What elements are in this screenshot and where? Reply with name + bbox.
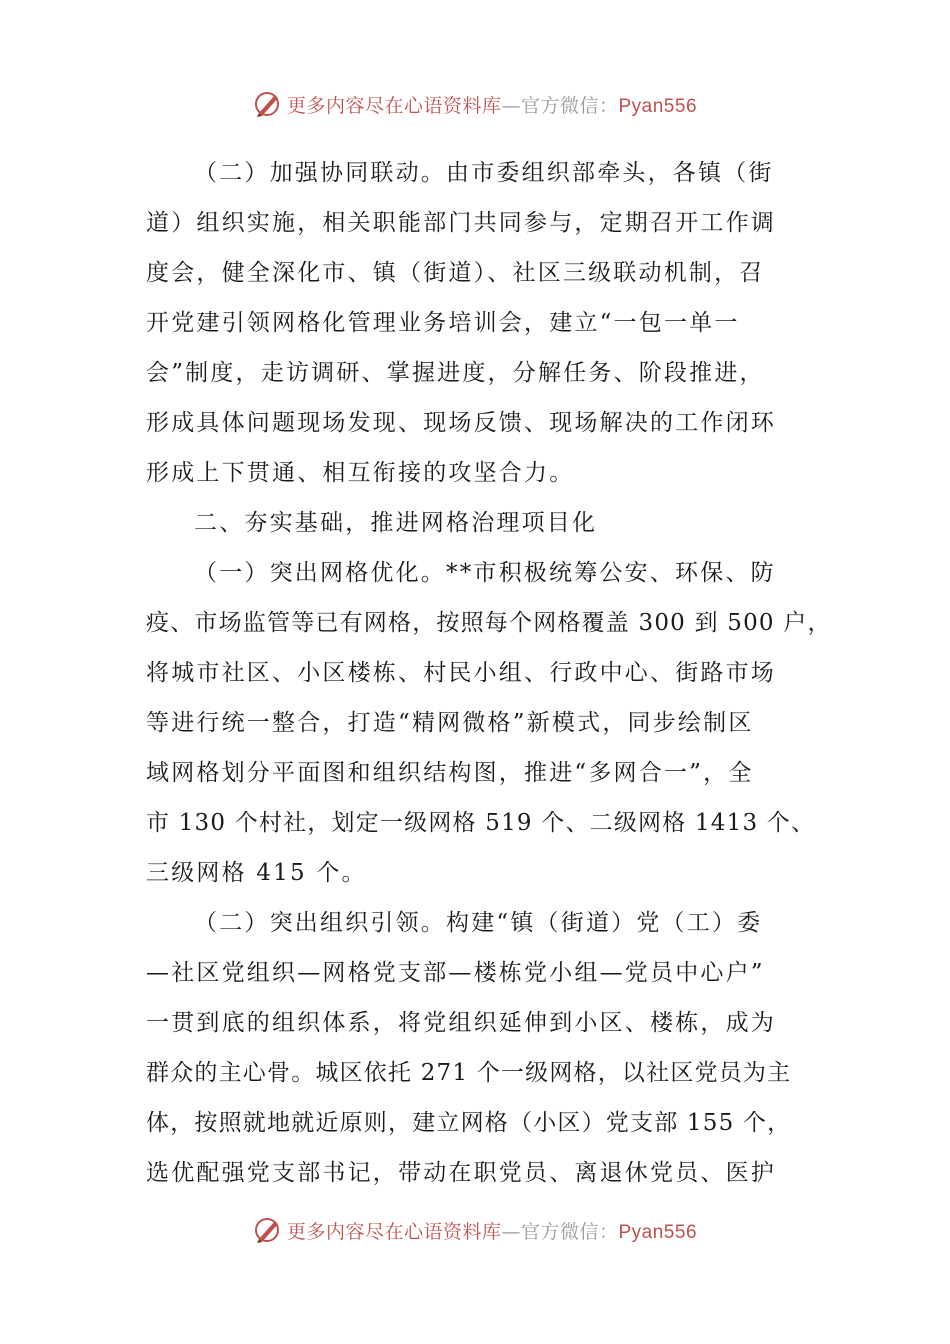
- watermark-wechat-label: 官方微信：: [520, 94, 619, 117]
- paragraph-line: （二）突出组织引领。构建“镇（街道）党（工）委: [194, 910, 763, 936]
- watermark-site: 更多内容尽在心语资料库: [286, 1220, 502, 1243]
- section-heading: 二、夯实基础，推进网格治理项目化: [194, 510, 598, 536]
- paragraph-line: 市 130 个村社，划定一级网格 519 个、二级网格 1413 个、: [146, 810, 816, 836]
- paragraph-line: —社区党组织—网格党支部—楼栋党小组—党员中心户”: [146, 960, 765, 986]
- paragraph-line: 形成具体问题现场发现、现场反馈、现场解决的工作闭环: [146, 410, 776, 436]
- paragraph-line: 三级网格 415 个。: [146, 860, 367, 886]
- watermark-wechat-id: Pyan556: [618, 95, 698, 117]
- watermark-footer: [0, 1208, 950, 1252]
- watermark-dash: —: [501, 94, 521, 117]
- paragraph-line: （二）加强协同联动。由市委组织部牵头，各镇（街: [194, 160, 774, 186]
- paragraph-line: 道）组织实施，相关职能部门共同参与，定期召开工作调: [146, 210, 776, 236]
- watermark-dash: —: [501, 1220, 521, 1243]
- paragraph-line: 等进行统一整合，打造“精网微格”新模式，同步绘制区: [146, 710, 754, 736]
- paragraph-line: 形成上下贯通、相互衔接的攻坚合力。: [146, 460, 575, 486]
- pen-logo-icon: [253, 89, 283, 119]
- watermark-wechat-id: Pyan556: [618, 1221, 698, 1243]
- paragraph-line: 选优配强党支部书记，带动在职党员、离退休党员、医护: [146, 1160, 776, 1186]
- paragraph-line: 将城市社区、小区楼栋、村民小组、行政中心、街路市场: [146, 660, 776, 686]
- paragraph-line: 群众的主心骨。城区依托 271 个一级网格，以社区党员为主: [146, 1060, 792, 1086]
- paragraph-line: （一）突出网格优化。**市积极统筹公安、环保、防: [194, 560, 776, 586]
- document-body: [146, 148, 832, 1198]
- watermark-text: [287, 91, 697, 118]
- paragraph-line: 会”制度，走访调研、掌握进度，分解任务、阶段推进，: [146, 360, 765, 386]
- paragraph-line: 一贯到底的组织体系，将党组织延伸到小区、楼栋，成为: [146, 1010, 776, 1036]
- watermark-text: [287, 1217, 697, 1244]
- pen-logo-icon: [253, 1215, 283, 1245]
- watermark-site: 更多内容尽在心语资料库: [286, 94, 502, 117]
- paragraph-line: 开党建引领网格化管理业务培训会，建立“一包一单一: [146, 310, 740, 336]
- watermark-header: [0, 82, 950, 126]
- paragraph-line: 疫、市场监管等已有网格，按照每个网格覆盖 300 到 500 户，: [146, 610, 832, 636]
- paragraph-line: 体，按照就地就近原则，建立网格（小区）党支部 155 个，: [146, 1110, 792, 1136]
- paragraph-line: 度会，健全深化市、镇（街道）、社区三级联动机制，召: [146, 260, 765, 286]
- watermark-wechat-label: 官方微信：: [520, 1220, 619, 1243]
- paragraph-line: 域网格划分平面图和组织结构图，推进“多网合一”，全: [146, 760, 754, 786]
